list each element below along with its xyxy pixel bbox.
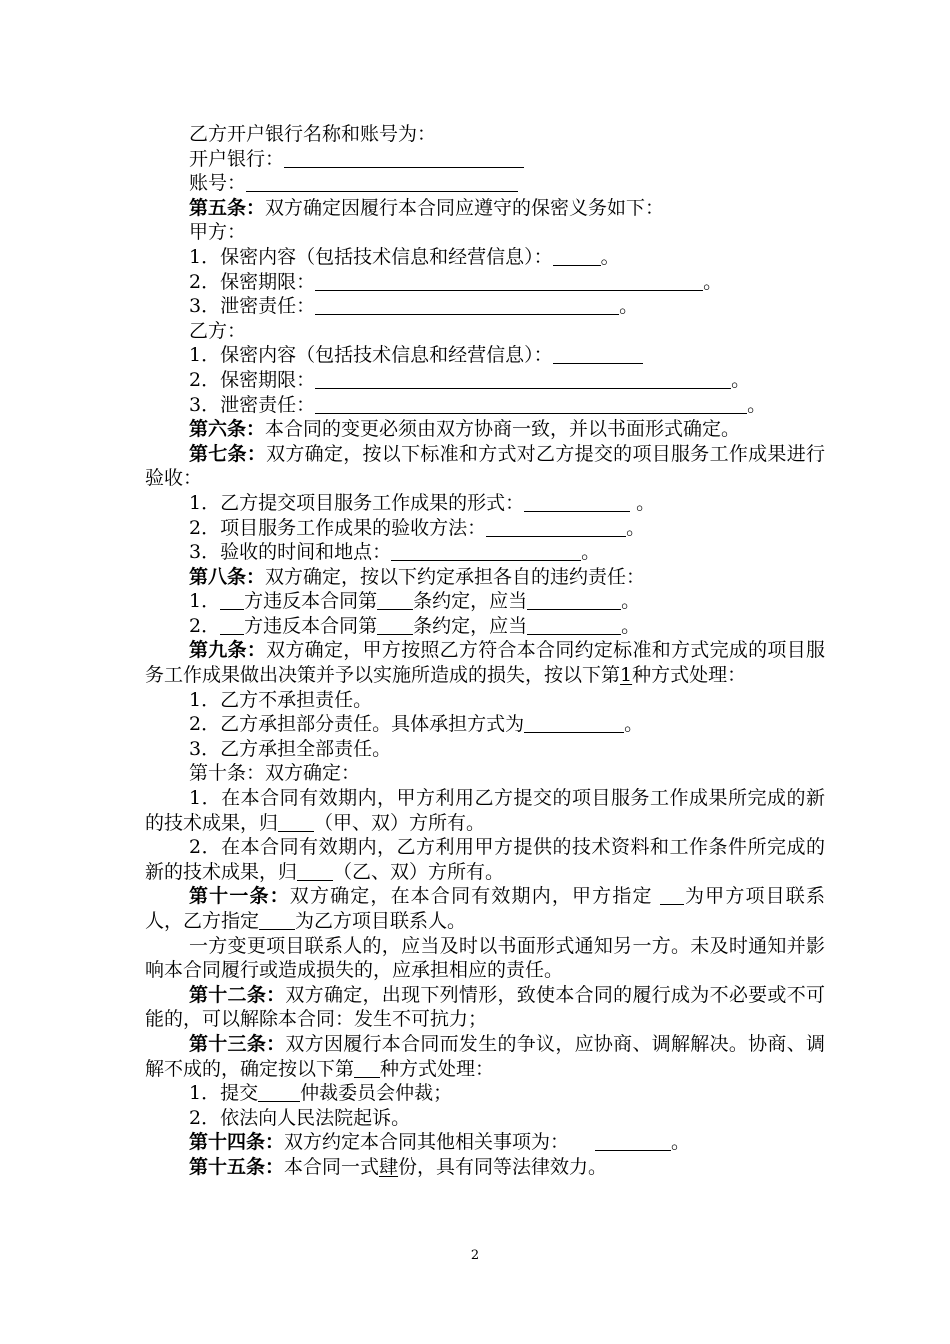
art13-arbitration-blank[interactable] [258, 1083, 300, 1102]
a-confidential-period [145, 270, 825, 295]
article-6 [145, 417, 825, 442]
article-8-text: 双方确定，按以下约定承担各自的违约责任： [265, 565, 646, 588]
article-11-text-b: 为甲方项目联系人，乙方指定 [145, 885, 825, 932]
article-14-heading: 第十四条： [189, 1131, 285, 1154]
article-5-text: 双方确定因履行本合同应遵守的保密义务如下： [265, 196, 665, 219]
art7-i2-end: 。 [626, 516, 646, 539]
b1-blank[interactable] [553, 345, 643, 364]
art8-item-2 [145, 614, 825, 639]
art7-i2-label: 2．项目服务工作成果的验收方法： [189, 516, 487, 539]
article-9 [145, 638, 825, 687]
art9-o2-blank[interactable] [524, 714, 624, 733]
art8-item-1 [145, 589, 825, 614]
art13-o1-text-a: 1．提交 [189, 1082, 259, 1105]
party-b-label [145, 319, 825, 344]
bank-intro-text: 乙方开户银行名称和账号为： [189, 123, 437, 145]
b3-label: 3．泄密责任： [189, 393, 316, 416]
art10-item-2 [145, 835, 825, 884]
art14-blank[interactable] [595, 1132, 671, 1151]
art13-o1-text-b: 仲裁委员会仲裁； [300, 1082, 453, 1105]
article-9-heading: 第九条： [189, 639, 267, 662]
art9-option-3 [145, 737, 825, 762]
document-page [145, 122, 825, 1180]
a1-end: 。 [600, 245, 620, 268]
art7-item-3 [145, 540, 825, 565]
a1-blank[interactable] [553, 247, 601, 266]
art8-i2-party-blank[interactable] [220, 616, 244, 635]
article-13-text-b: 种方式处理： [380, 1057, 495, 1080]
article-6-heading: 第六条： [189, 418, 266, 441]
art10-i1-text-a: 1．在本合同有效期内，甲方利用乙方提交的项目服务工作成果所完成的新的技术成果，归 [145, 787, 825, 834]
a-leak-liability [145, 294, 825, 319]
page-number: 2 [470, 1248, 480, 1263]
art8-i1-liability-blank[interactable] [527, 591, 621, 610]
art9-o2-end: 。 [624, 713, 644, 736]
a2-label: 2．保密期限： [189, 270, 316, 293]
art8-i1-text-b: 条约定，应当 [413, 590, 528, 613]
a3-label: 3．泄密责任： [189, 295, 316, 318]
art8-i2-num: 2． [189, 614, 221, 637]
article-11-para-2-text: 一方变更项目联系人的，应当及时以书面形式通知另一方。未及时通知并影响本合同履行或造成损失的，应承担相应的责任。 [145, 934, 825, 982]
a1-label: 1．保密内容（包括技术信息和经营信息）： [189, 245, 553, 268]
article-10 [145, 761, 825, 786]
article-13-heading: 第十三条： [189, 1032, 286, 1055]
art7-i3-blank[interactable] [391, 542, 581, 561]
art11-a-contact-blank[interactable] [660, 886, 684, 905]
article-10-heading: 第十条：双方确定： [189, 762, 361, 785]
article-12-text: 双方确定，出现下列情形，致使本合同的履行成为不必要或不可能的，可以解除本合同：发生不可抗力； [145, 983, 825, 1031]
art8-i1-clause-blank[interactable] [377, 591, 413, 610]
article-9-text-a: 双方确定，甲方按照乙方符合本合同约定标准和方式完成的项目服务工作成果做出决策并予以实施所造成的损失，按以下第 [145, 639, 825, 687]
article-14 [145, 1130, 825, 1155]
article-7-text: 双方确定，按以下标准和方式对乙方提交的项目服务工作成果进行验收： [145, 442, 825, 490]
article-13-text-a: 双方因履行本合同而发生的争议，应协商、调解解决。协商、调解不成的，确定按以下第 [145, 1032, 825, 1080]
art10-i2-text-b: （乙、双）方所有。 [333, 860, 505, 883]
article-15 [145, 1155, 825, 1180]
art7-i1-blank[interactable] [524, 493, 630, 512]
a3-blank[interactable] [315, 296, 619, 315]
art9-o3-text: 3．乙方承担全部责任。 [189, 737, 392, 760]
art10-i1-blank[interactable] [278, 813, 314, 832]
a-confidential-content [145, 245, 825, 270]
art13-choice-blank[interactable] [354, 1059, 380, 1078]
art7-i3-label: 3．验收的时间和地点： [189, 541, 392, 564]
art7-item-1 [145, 491, 825, 516]
article-15-copies: 肆 [379, 1155, 399, 1178]
article-14-text: 双方约定本合同其他相关事项为： [284, 1131, 570, 1154]
party-a-text: 甲方： [189, 221, 247, 244]
article-8 [145, 565, 825, 590]
b2-end: 。 [731, 368, 751, 391]
art9-o1-text: 1．乙方不承担责任。 [189, 688, 373, 711]
art8-i1-text-a: 方违反本合同第 [244, 590, 378, 613]
art13-option-1 [145, 1081, 825, 1106]
article-5-heading: 第五条： [189, 196, 266, 219]
article-6-text: 本合同的变更必须由双方协商一致，并以书面形式确定。 [265, 418, 741, 441]
article-15-heading: 第十五条： [189, 1155, 285, 1178]
article-15-text-b: 份，具有同等法律效力。 [398, 1155, 608, 1178]
art8-i2-text-b: 条约定，应当 [413, 614, 528, 637]
art10-item-1 [145, 786, 825, 835]
b-confidential-content [145, 343, 825, 368]
party-a-label [145, 220, 825, 245]
article-13 [145, 1032, 825, 1081]
art9-option-1 [145, 688, 825, 713]
art8-i1-party-blank[interactable] [220, 591, 244, 610]
article-11-text-c: 为乙方项目联系人。 [295, 910, 467, 932]
art10-i2-text-a: 2．在本合同有效期内，乙方利用甲方提供的技术资料和工作条件所完成的新的技术成果，归 [145, 836, 825, 883]
art7-i1-end: 。 [630, 491, 656, 514]
account-blank[interactable] [246, 173, 518, 192]
art7-i1-label: 1．乙方提交项目服务工作成果的形式： [189, 491, 525, 514]
art8-i1-num: 1． [189, 590, 221, 613]
art7-item-2 [145, 516, 825, 541]
b3-end: 。 [747, 393, 767, 416]
b2-label: 2．保密期限： [189, 368, 316, 391]
a2-blank[interactable] [315, 272, 703, 291]
bank-name-line [145, 147, 825, 172]
art13-o2-text: 2．依法向人民法院起诉。 [189, 1106, 411, 1129]
art14-end: 。 [671, 1131, 691, 1154]
art10-i2-blank[interactable] [297, 862, 333, 881]
article-12 [145, 983, 825, 1032]
article-12-heading: 第十二条： [189, 983, 286, 1006]
b-leak-liability [145, 393, 825, 418]
art7-i3-end: 。 [581, 541, 601, 564]
art13-option-2 [145, 1106, 825, 1131]
bank-name-blank[interactable] [284, 149, 524, 168]
account-line [145, 171, 825, 196]
article-11 [145, 884, 825, 933]
art8-i2-clause-blank[interactable] [377, 616, 413, 635]
art11-b-contact-blank[interactable] [259, 911, 295, 930]
article-5 [145, 196, 825, 221]
party-b-text: 乙方： [189, 319, 247, 342]
article-7-heading: 第七条： [189, 442, 267, 465]
a3-end: 。 [619, 295, 639, 318]
article-9-text-b: 种方式处理： [632, 664, 747, 687]
article-15-text-a: 本合同一式 [284, 1155, 380, 1178]
b-confidential-period [145, 368, 825, 393]
art8-i1-end: 。 [621, 590, 641, 613]
art9-option-2 [145, 712, 825, 737]
a2-end: 。 [703, 270, 723, 293]
article-9-choice: 1 [620, 664, 633, 687]
b3-blank[interactable] [315, 395, 747, 414]
art10-i1-text-b: （甲、双）方所有。 [314, 811, 486, 834]
article-11-text-a: 双方确定，在本合同有效期内，甲方指定 [289, 885, 660, 908]
b2-blank[interactable] [315, 370, 731, 389]
article-11-heading: 第十一条： [189, 885, 290, 908]
article-7 [145, 442, 825, 491]
bank-label: 开户银行： [189, 147, 285, 170]
account-label: 账号： [189, 172, 247, 195]
art7-i2-blank[interactable] [486, 518, 626, 537]
art8-i2-end: 。 [621, 614, 641, 637]
art9-o2-text: 2．乙方承担部分责任。具体承担方式为 [189, 713, 525, 736]
bank-intro [145, 122, 825, 147]
art8-i2-liability-blank[interactable] [527, 616, 621, 635]
b1-label: 1．保密内容（包括技术信息和经营信息）： [189, 344, 553, 367]
art8-i2-text-a: 方违反本合同第 [244, 614, 378, 637]
article-11-para-2 [145, 934, 825, 983]
article-8-heading: 第八条： [189, 565, 266, 588]
